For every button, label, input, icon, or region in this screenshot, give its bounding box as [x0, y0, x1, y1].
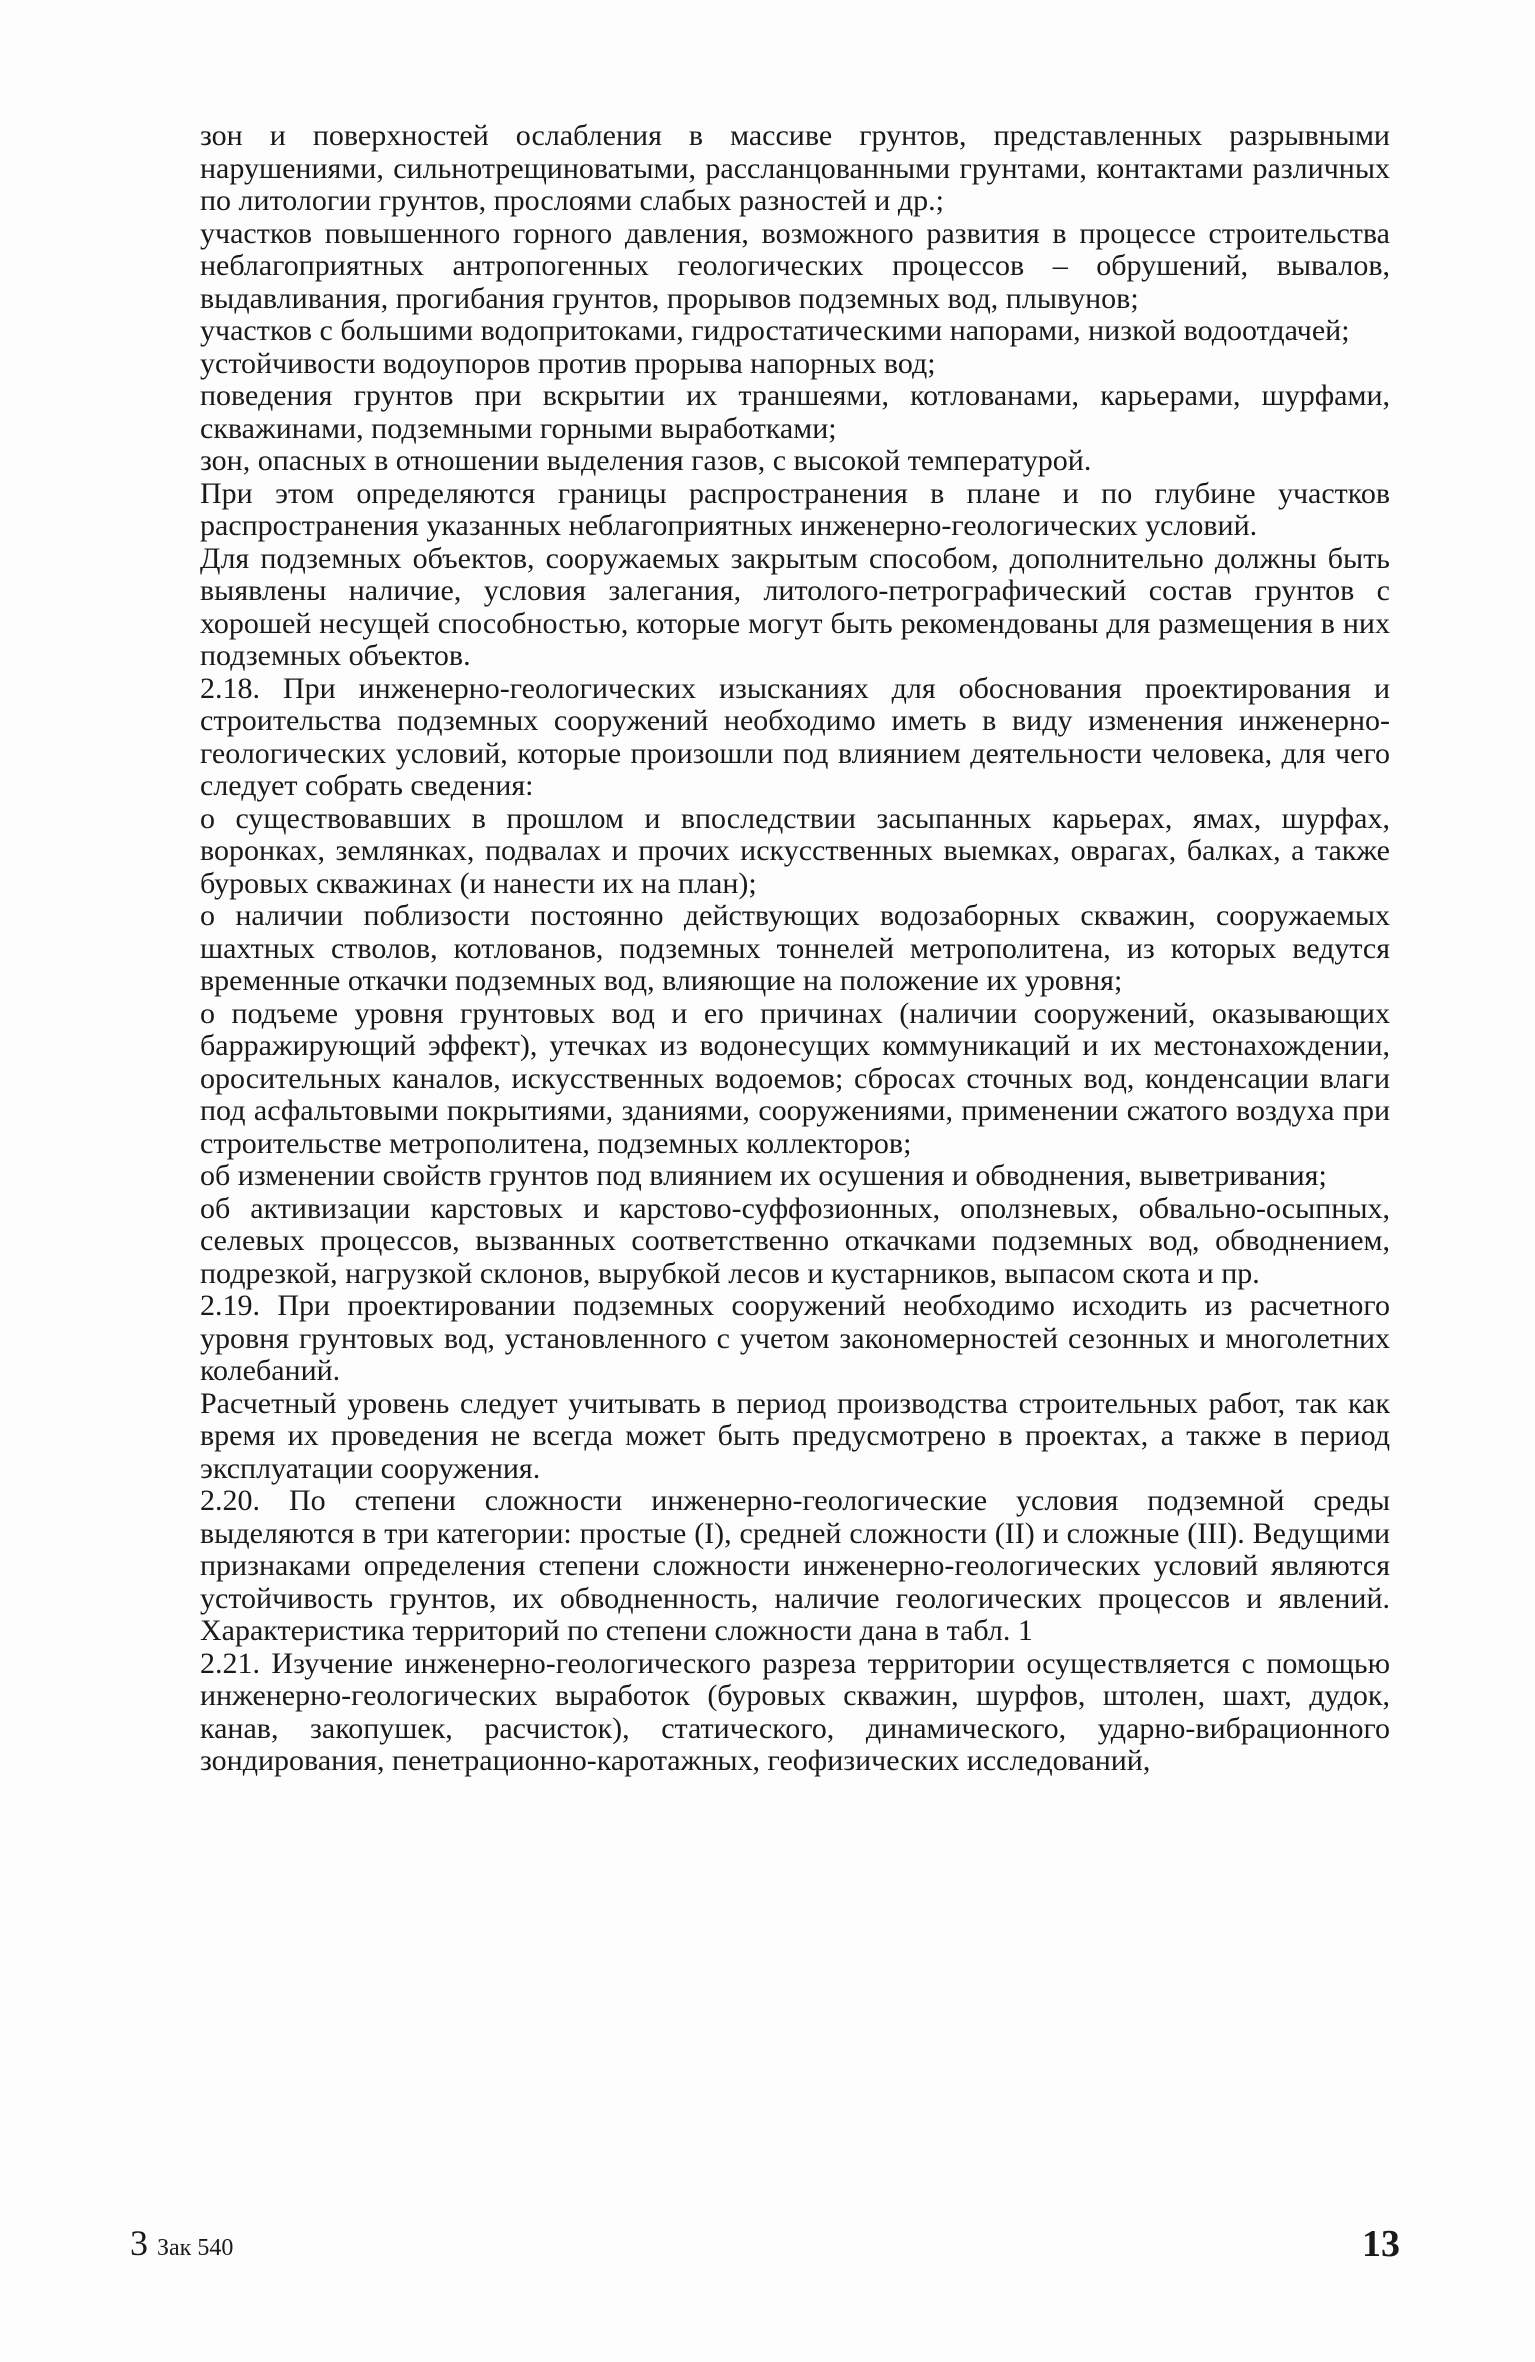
paragraph: зон и поверхностей ослабления в массиве грунтов, представленных разрывными нарушениями, сильнотрещиноватыми, рассланцованными грунтами, контактами различных по литологии грунтов, прослоями слабых разностей и др.; [200, 119, 1390, 217]
section-2-21: 2.21. Изучение инженерно-геологического разреза территории осуществляется с помощью инженерно-геологических выработок (буровых скважин, шурфов, штолен, шахт, дудок, канав, закопушек, расчисток), статического, динамического, ударно-вибрационного зондирования, пенетрационно-каротажных, геофизических исследований, [200, 1646, 1390, 1777]
paragraph: При этом определяются границы распространения в плане и по глубине участков распространения указанных неблагоприятных инженерно-геологических условий. [200, 476, 1390, 542]
paragraph: зон, опасных в отношении выделения газов, с высокой температурой. [200, 444, 1092, 477]
paragraph: Для подземных объектов, сооружаемых закрытым способом, дополнительно должны быть выявлены наличие, условия залегания, литолого-петрографический состав грунтов с хорошей несущей способностью, которые могут быть рекомендованы для размещения в них подземных объектов. [200, 541, 1390, 672]
signature-number: 3 [130, 2223, 148, 2263]
signature-text: Зак 540 [157, 2235, 234, 2261]
page-body [200, 120, 1390, 1778]
paragraph: устойчивости водоупоров против прорыва напорных вод; [200, 346, 936, 380]
paragraph: об активизации карстовых и карстово-суффозионных, оползневых, обвально-осыпных, селевых процессов, вызванных соответственно откачками подземных вод, обводнением, подрезкой, нагрузкой склонов, вырубкой лесов и кустарников, выпасом скота и пр. [200, 1191, 1390, 1290]
paragraph: поведения грунтов при вскрытии их траншеями, котлованами, карьерами, шурфами, скважинами, подземными горными выработками; [200, 379, 1390, 445]
section-2-20: 2.20. По степени сложности инженерно-геологические условия подземной среды выделяются в три категории: простые (I), средней сложности (II) и сложные (III). Ведущими признаками определения степени сложности инженерно-геологических условий являются устойчивость грунтов, их обводненность, наличие геологических процессов и явлений. Характеристика территорий по степени сложности дана в табл. 1 [200, 1484, 1390, 1647]
paragraph: о существовавших в прошлом и впоследствии засыпанных карьерах, ямах, шурфах, воронках, землянках, подвалах и прочих искусственных выемках, оврагах, балках, а также буровых скважинах (и нанести их на план); [200, 801, 1390, 900]
paragraph: Расчетный уровень следует учитывать в период производства строительных работ, так как время их проведения не всегда может быть предусмотрено в проектах, а также в период эксплуатации сооружения. [200, 1386, 1390, 1485]
paragraph: участков повышенного горного давления, возможного развития в процессе строительства неблагоприятных антропогенных геологических процессов – обрушений, вывалов, выдавливания, прогибания грунтов, прорывов подземных вод, плывунов; [200, 216, 1390, 315]
paragraph: о наличии поблизости постоянно действующих водозаборных скважин, сооружаемых шахтных стволов, котлованов, подземных тоннелей метрополитена, из которых ведутся временные откачки подземных вод, влияющие на положение их уровня; [200, 899, 1390, 997]
paragraph: о подъеме уровня грунтовых вод и его причинах (наличии сооружений, оказывающих барражирующий эффект), утечках из водонесущих коммуникаций и их местонахождении, оросительных каналов, искусственных водоемов; сбросах сточных вод, конденсации влаги под асфальтовыми покрытиями, зданиями, сооружениями, применении сжатого воздуха при строительстве метрополитена, подземных коллекторов; [200, 996, 1390, 1160]
paragraph: об изменении свойств грунтов под влиянием их осушения и обводнения, выветривания; [200, 1159, 1327, 1192]
section-2-18: 2.18. При инженерно-геологических изысканиях для обоснования проектирования и строительства подземных сооружений необходимо иметь в виду изменения инженерно-геологических условий, которые произошли под влиянием деятельности человека, для чего следует собрать сведения: [200, 671, 1390, 802]
page-footer [130, 2222, 1400, 2272]
page-number: 13 [1362, 2223, 1400, 2265]
printer-signature [130, 2222, 233, 2264]
section-2-19: 2.19. При проектировании подземных сооружений необходимо исходить из расчетного уровня грунтовых вод, установленного с учетом закономерностей сезонных и многолетних колебаний. [200, 1289, 1390, 1387]
paragraph: участков с большими водопритоками, гидростатическими напорами, низкой водоотдачей; [200, 314, 1350, 347]
